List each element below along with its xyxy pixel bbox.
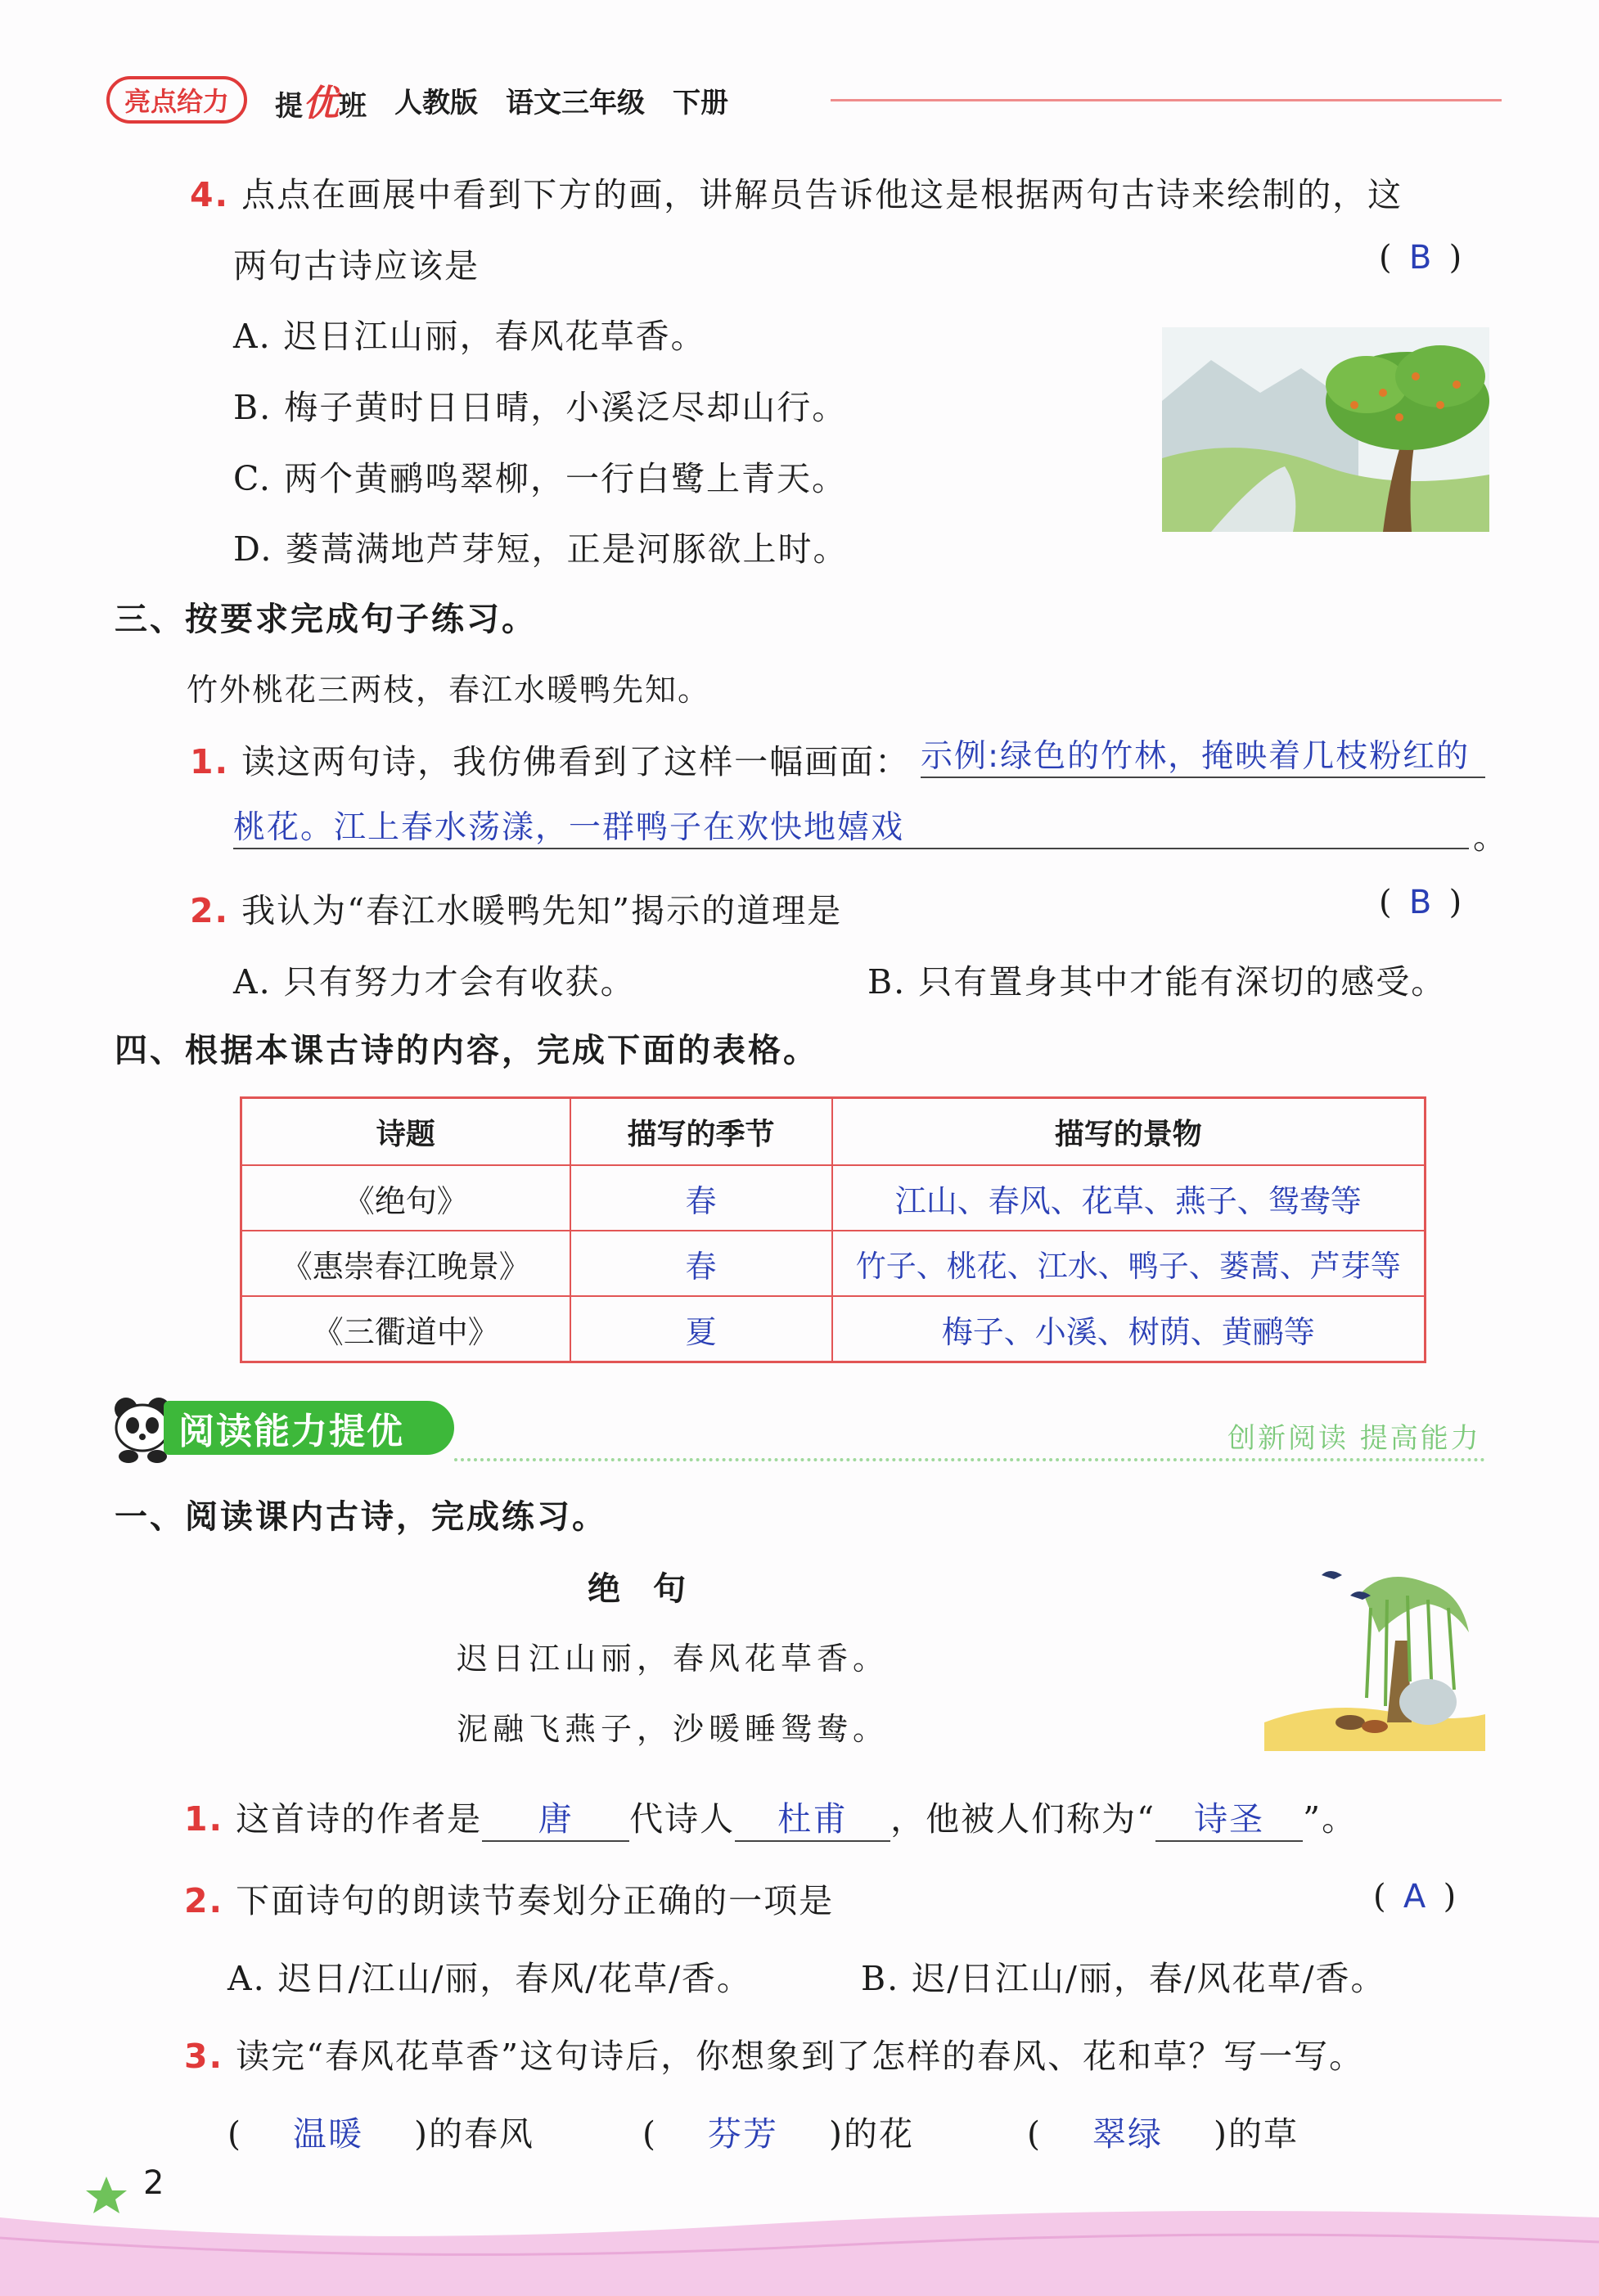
brand-badge: 亮点给力 bbox=[106, 76, 247, 124]
s3-q2-option-b: B. 只有置身其中才能有深切的感受。 bbox=[867, 962, 1447, 1002]
s3-q2-option-a: A. 只有努力才会有收获。 bbox=[233, 962, 636, 1002]
series-name: 提优班 bbox=[275, 83, 367, 124]
season-cell: 夏 bbox=[570, 1296, 832, 1362]
table-row bbox=[241, 1165, 1426, 1231]
q4-option-d: D. 蒌蒿满地芦芽短，正是河豚欲上时。 bbox=[233, 529, 849, 569]
poet-blank: 杜甫 bbox=[735, 1792, 890, 1842]
scenery-cell: 江山、春风、花草、燕子、鸳鸯等 bbox=[832, 1165, 1426, 1231]
section-4-title: 四、根据本课古诗的内容，完成下面的表格。 bbox=[115, 1032, 818, 1069]
landscape-illustration bbox=[1162, 327, 1489, 532]
r1-q3-prompt: 3. 读完“春风花草香”这句诗后，你想象到了怎样的春风、花和草？写一写。 bbox=[184, 2037, 1365, 2076]
table-header: 诗题 bbox=[241, 1098, 570, 1166]
volume: 下册 bbox=[673, 86, 729, 119]
scenery-cell: 梅子、小溪、树荫、黄鹂等 bbox=[832, 1296, 1426, 1362]
star-icon bbox=[82, 2172, 131, 2217]
q4-option-b: B. 梅子黄时日日晴，小溪泛尽却山行。 bbox=[233, 388, 848, 427]
table-header-row bbox=[241, 1098, 1426, 1166]
q4-line1: 4. 点点在画展中看到下方的画，讲解员告诉他这是根据两句古诗来绘制的，这 bbox=[190, 175, 1403, 214]
section-3-title: 三、按要求完成句子练习。 bbox=[115, 601, 537, 638]
r1-q2-option-b: B. 迟/日江山/丽，春/风花草/香。 bbox=[861, 1959, 1386, 1998]
table-header: 描写的景物 bbox=[832, 1098, 1426, 1166]
r1-q3-blank-wind: ( 温暖 )的春风 bbox=[227, 2114, 534, 2154]
table-row bbox=[241, 1231, 1426, 1296]
title-blank: 诗圣 bbox=[1155, 1792, 1303, 1842]
poem-table bbox=[240, 1096, 1426, 1363]
q4-line2: 两句古诗应该是 bbox=[233, 246, 480, 286]
reading-part1-title: 一、阅读课内古诗，完成练习。 bbox=[115, 1498, 607, 1536]
r1-q3-blank-grass: ( 翠绿 )的草 bbox=[1027, 2114, 1299, 2154]
s3-q1-answer-1: 示例:绿色的竹林，掩映着几枝粉红的 bbox=[921, 731, 1485, 778]
q4-option-c: C. 两个黄鹂鸣翠柳，一行白鹭上青天。 bbox=[233, 459, 847, 498]
poem-title-cell: 《三衢道中》 bbox=[241, 1296, 570, 1362]
season-cell: 春 bbox=[570, 1231, 832, 1296]
poem-title-cell: 《绝句》 bbox=[241, 1165, 570, 1231]
s3-q2-prompt: 2. 我认为“春江水暖鸭先知”揭示的道理是 bbox=[190, 891, 843, 930]
scenery-cell: 竹子、桃花、江水、鸭子、蒌蒿、芦芽等 bbox=[832, 1231, 1426, 1296]
poem-line-1: 迟日江山丽，春风花草香。 bbox=[457, 1641, 890, 1677]
r1-q2-option-a: A. 迟日/江山/丽，春风/花草/香。 bbox=[227, 1959, 752, 1998]
r1-q2-answer-paren: ( A ) bbox=[1373, 1878, 1457, 1916]
section-3-poem: 竹外桃花三两枝，春江水暖鸭先知。 bbox=[187, 672, 711, 708]
s3-q2-answer-paren: ( B ) bbox=[1379, 884, 1462, 921]
q4-option-a: A. 迟日江山丽，春风花草香。 bbox=[233, 317, 706, 356]
banner-dotted-rule bbox=[454, 1458, 1485, 1461]
footer-wave bbox=[0, 2160, 1599, 2296]
r1-q3-blank-flower: ( 芬芳 )的花 bbox=[642, 2114, 914, 2154]
r1-q1: 1. 这首诗的作者是 唐 代诗人 杜甫 ，他被人们称为“ 诗圣 ”。 bbox=[184, 1792, 1357, 1842]
dynasty-blank: 唐 bbox=[482, 1792, 629, 1842]
poem-title: 绝 句 bbox=[588, 1570, 686, 1608]
s3-q1-end: 。 bbox=[1473, 817, 1508, 857]
page-number: 2 bbox=[143, 2164, 164, 2202]
reading-slogan: 创新阅读 提高能力 bbox=[1227, 1422, 1481, 1455]
willow-swallow-illustration bbox=[1264, 1559, 1485, 1751]
table-header: 描写的季节 bbox=[570, 1098, 832, 1166]
page-header bbox=[106, 75, 728, 124]
poem-title-cell: 《惠崇春江晚景》 bbox=[241, 1231, 570, 1296]
q4-answer-paren: ( B ) bbox=[1379, 239, 1462, 277]
header-rule bbox=[831, 99, 1502, 101]
poem-line-2: 泥融飞燕子，沙暖睡鸳鸯。 bbox=[457, 1711, 890, 1747]
reading-section-banner: 阅读能力提优 bbox=[164, 1401, 454, 1455]
r1-q2-prompt: 2. 下面诗句的朗读节奏划分正确的一项是 bbox=[184, 1881, 835, 1920]
subject: 语文三年级 bbox=[506, 86, 646, 119]
table-row bbox=[241, 1296, 1426, 1362]
s3-q1-answer-2: 桃花。江上春水荡漾，一群鸭子在欢快地嬉戏 bbox=[233, 802, 1469, 849]
s3-q1-prompt: 1. 读这两句诗，我仿佛看到了这样一幅画面： bbox=[190, 742, 911, 781]
edition: 人教版 bbox=[394, 86, 479, 119]
season-cell: 春 bbox=[570, 1165, 832, 1231]
